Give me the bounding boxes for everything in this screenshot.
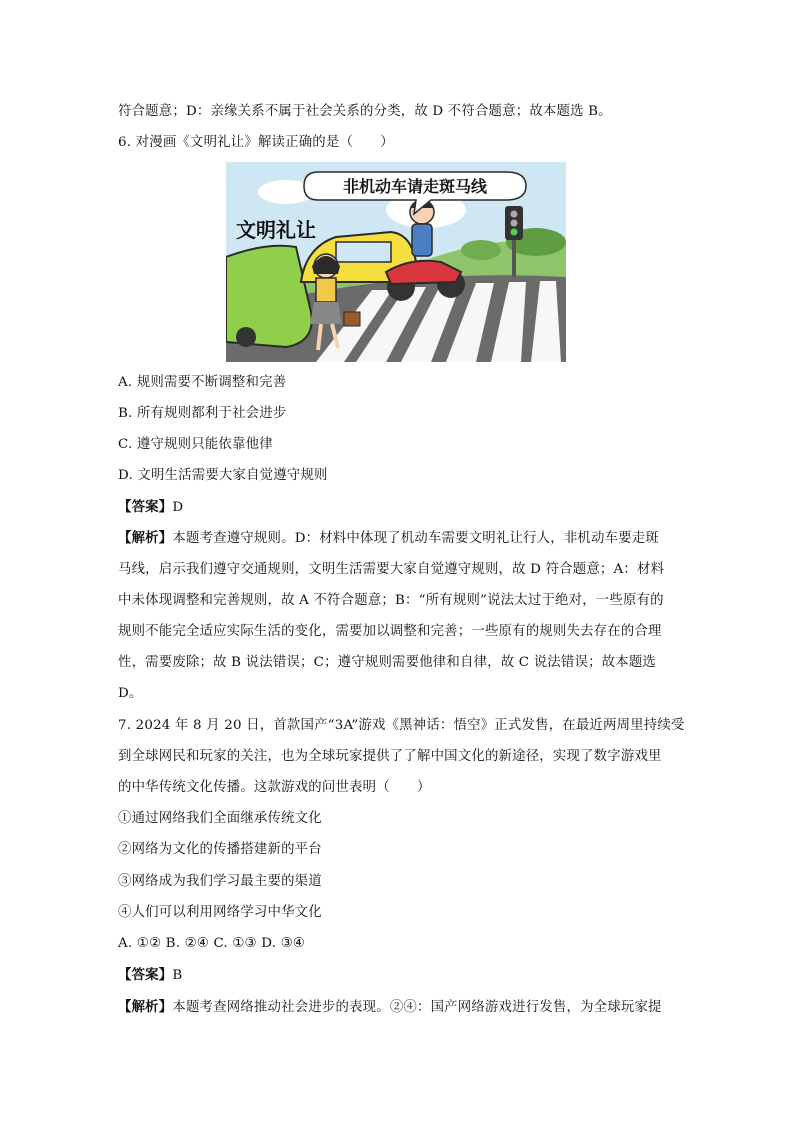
option-a: A. 规则需要不断调整和完善 <box>118 375 287 390</box>
question-6: 6. 对漫画《文明礼让》解读正确的是（ ） <box>118 135 394 150</box>
explanation-text: 本题考查遵守规则。D：材料中体现了机动车需要文明礼让行人，非机动车要走斑 <box>172 531 659 546</box>
question-7-line: 到全球网民和玩家的关注，也为全球玩家提供了了解中国文化的新途径，实现了数字游戏里 <box>118 749 662 764</box>
statement-4: ④人们可以利用网络学习中华文化 <box>118 905 322 920</box>
cartoon-image <box>226 162 566 362</box>
answer-value: B <box>172 968 183 983</box>
explanation-label: 【解析】 <box>118 999 173 1015</box>
option-d: D. 文明生活需要大家自觉遵守规则 <box>118 468 328 483</box>
explanation-6-line: 性，需要废除；故 B 说法错误；C；遵守规则需要他律和自律，故 C 说法错误；故本题选 <box>118 655 657 670</box>
statement-2: ②网络为文化的传播搭建新的平台 <box>118 842 322 857</box>
choices-7: A. ①② B. ②④ C. ①③ D. ③④ <box>118 936 305 951</box>
explanation-6-line <box>118 528 678 549</box>
text-line: 符合题意；D：亲缘关系不属于社会关系的分类，故 D 不符合题意；故本题选 B。 <box>118 104 612 119</box>
explanation-6-line: 中未体现调整和完善规则，故 A 不符合题意；B：“所有规则”说法太过于绝对，一些原有的 <box>118 593 664 608</box>
option-b: B. 所有规则都利于社会进步 <box>118 406 287 421</box>
answer-label: 【答案】 <box>118 499 173 515</box>
answer-7 <box>118 965 678 986</box>
answer-label: 【答案】 <box>118 967 173 983</box>
question-7-line: 的中华传统文化传播。这款游戏的问世表明（ ） <box>118 780 431 795</box>
explanation-label: 【解析】 <box>118 530 173 546</box>
speech-bubble-text: 非机动车请走斑马线 <box>342 177 488 196</box>
statement-3: ③网络成为我们学习最主要的渠道 <box>118 874 322 889</box>
explanation-6-line: D。 <box>118 686 143 701</box>
explanation-7-line <box>118 997 678 1018</box>
explanation-6-line: 规则不能完全适应实际生活的变化，需要加以调整和完善；一些原有的规则失去存在的合理 <box>118 624 662 639</box>
question-7-line: 7. 2024 年 8 月 20 日，首款国产“3A”游戏《黑神话：悟空》正式发售，在最近两周里持续受 <box>118 718 685 733</box>
answer-6 <box>118 497 678 518</box>
explanation-6-line: 马线，启示我们遵守交通规则，文明生活需要大家自觉遵守规则，故 D 符合题意；A：材料 <box>118 562 665 577</box>
statement-1: ①通过网络我们全面继承传统文化 <box>118 811 322 826</box>
answer-value: D <box>172 500 184 515</box>
explanation-text: 本题考查网络推动社会进步的表现。②④：国产网络游戏进行发售，为全球玩家提 <box>172 1000 662 1015</box>
option-c: C. 遵守规则只能依靠他律 <box>118 437 273 452</box>
cartoon-title: 文明礼让 <box>236 218 316 242</box>
